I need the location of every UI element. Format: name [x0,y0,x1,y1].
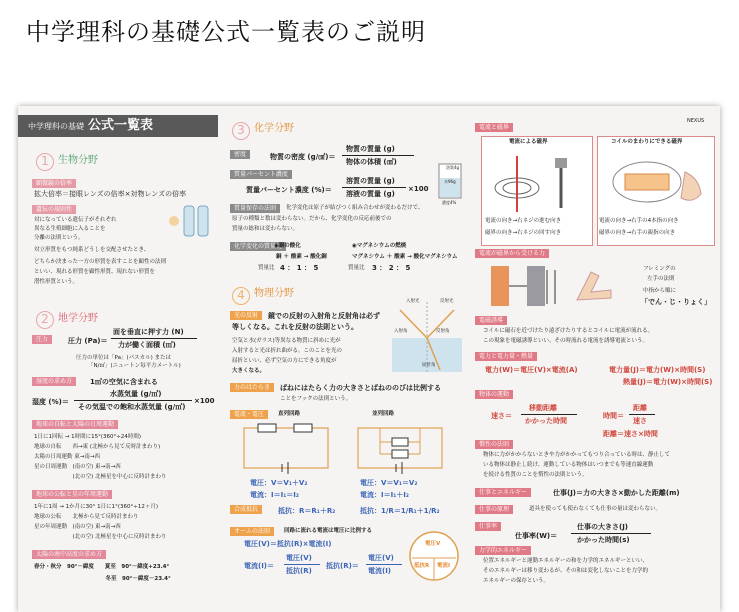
ohm-formula-3-label: 抵抗(R)＝ [326,562,359,570]
humidity-denominator: その気温での飽和水蒸気量 (g/㎥) [78,403,186,411]
tag-power: 電力と電力量・熱量 [475,352,537,361]
ohm-circle-current: 電流I [437,563,451,569]
genetics-line-2: 異なる生殖細胞に入ることを [34,226,106,232]
section-title-chem: 化学分野 [254,123,294,134]
mass-line-1: 化学変化は原子が結びつく組み合わせが変わるだけで、 [286,205,424,211]
tag-density: 密度 [230,150,250,159]
magnesium-ratio: 3 ： 2 ： 5 [372,264,411,272]
tag-sun-altitude: 太陽の南中高度の求め方 [32,550,106,559]
tag-power-rate: 仕事率 [475,522,501,531]
humidity-multiplier: ×100 [194,397,215,405]
reflection-line-6: 大きくなる。 [232,368,266,374]
inertia-line-1: 物体に力がかからないときや力がかかってもつり合っている時は、静止して [483,452,671,458]
tag-mass-ratio: 化学変化の質量比 [230,242,286,251]
conc-denominator: 溶液の質量 (g) [346,190,395,198]
ohm-formula-1: 電圧(V)＝抵抗(R)×電流(I) [244,540,332,548]
beaker-solute: 溶質4g [446,165,460,170]
column-right [473,106,720,612]
tag-microscope: 顕微鏡の倍率 [32,179,76,188]
section-number-bio: 1 [36,153,54,171]
pressure-note-1: 圧力の単位は「Pa」(パスカル) または [76,355,171,361]
tag-mass-conservation: 質量保存の法則 [230,204,280,213]
reflection-line-1: 鏡での反射の入射角と反射角は必ず [268,312,380,320]
induction-line-1: コイルに磁石を近づけたり遠ざけたりするとコイルに電流が流れる。 [483,328,654,334]
genetics-line-1: 対になっている遺伝子がそれぞれ [34,217,117,223]
parallel-voltage: 電圧：V＝V₁＝V₂ [360,479,418,487]
time-denominator: 速さ [633,417,647,425]
mechanical-line-2: そのエネルギーは移り変わるが、その和は変化しないことを力学的 [483,568,649,574]
mass-line-3: 質量の総和は変わらない。 [232,226,299,232]
tag-rotation: 地球の自転と太陽の日周運動 [32,420,118,429]
humidity-numerator: 水蒸気量 (g/㎥) [110,390,162,398]
genetics-line-5: どちらか決まった一方の形質を表すことを顕性の法則 [34,259,167,265]
reflection-line-4: 入射すると光は折れ曲がる。このことを光の [232,348,343,354]
caption-screw-1: 電流の向き→右ネジの進む向き [485,218,562,224]
inertia-line-2: いる物体は静止し続け、運動している物体はいつまでも等速直線運動 [483,462,654,468]
section-number-phys: 4 [232,287,250,305]
parallel-label: 並列回路 [372,411,395,417]
caption-screw-2: 磁界の向き→右ネジの回す向き [485,230,562,236]
speed-denominator: かかった時間 [525,417,567,425]
ohm-formula-3-numerator: 電圧(V) [368,554,394,562]
mechanical-line-1: 位置エネルギーと運動エネルギーの和を力学的エネルギーといい、 [483,558,649,564]
caption-coil-2: 磁界の向き→右手の親指の向き [599,230,676,236]
fleming-1: フレミングの [643,266,676,272]
diagram-incident: 入射光 [406,299,420,304]
revolution-line-3: 星の年周運動 (南の空) 東→南→西 [34,524,121,530]
series-resistance: 抵抗：R＝R₁＋R₂ [278,507,336,515]
screw-field-icon [491,152,585,214]
series-voltage: 電圧：V＝V₁＋V₂ [250,479,308,487]
brand-logo: NEXUS [687,118,705,124]
fleming-3: 中指から順に [643,288,677,294]
rate-label: 仕事率(W)＝ [515,532,558,540]
tag-magnetic-force: 電流が磁界から受ける力 [475,249,549,258]
magnesium-equation: マグネシウム ＋ 酸素 → 酸化マグネシウム [352,254,458,260]
parallel-current: 電流：I＝I₁＋I₂ [360,491,409,499]
pressure-numerator: 面を垂直に押す力 (N) [113,328,184,336]
pressure-note-2: 「N/㎡」(ニュートン毎平方メートル) [88,363,181,369]
caption-coil-1: 電流の向き→右手の4本指の向き [599,218,679,224]
revolution-line-2: 地球の公転 北極から見て反時計まわり [34,514,139,520]
reflection-line-5: 屈折といい、必ず空気の方にできる角度が [232,358,337,364]
copper-ratio: 4 ： 1 ： 5 [280,264,319,272]
magnesium-title: ◉マグネシウムの燃焼 [352,243,407,249]
pressure-denominator: 力が働く面積 (㎡) [118,341,176,349]
humidity-head: 1㎥の空気に含まれる [90,378,158,386]
fleming-2: 左手の法則 [647,276,675,282]
tag-humidity: 湿度の求め方 [32,377,76,386]
speed-numerator: 移動距離 [529,404,557,412]
tag-force: 力のはたらき [230,383,274,392]
reflection-line-2: 等しくなる。これを反射の法則という。 [232,323,358,331]
ohm-circle-icon [408,530,460,582]
diagram-incident-angle: 入射角 [394,329,408,334]
column-middle [222,106,468,612]
copper-equation: 銅 ＋ 酸素 → 酸化銅 [276,254,327,260]
beaker-water: 水96g [444,179,456,184]
tag-mechanical-energy: 力学的エネルギー [475,546,531,555]
box-coil-field: コイルのまわりにできる磁界 [611,139,683,145]
rotation-line-1: 1日に1回転 → 1時間に15°(360°÷24時間) [34,434,141,440]
work-principle-text: 道具を使っても使わなくても仕事の量は変わらない。 [529,506,662,512]
hooke-line-1: ばねにはたらく力の大きさとばねののびは比例する [280,384,441,392]
revolution-line-1: 1年に1周 → 1か月に30° 1日に1°(360°÷12ヶ月) [34,504,158,510]
tag-work: 仕事とエネルギー [475,488,531,497]
ohm-formula-2-label: 電流(I)＝ [244,562,275,570]
rate-denominator: かかった時間(s) [577,536,630,544]
revolution-line-4: (北の空) 北極星を中心に反時計まわり [34,534,167,540]
tag-inertia: 慣性の法則 [475,440,513,449]
microscope-formula: 拡大倍率＝接眼レンズの倍率×対物レンズの倍率 [34,190,187,198]
genetics-line-7: 潜性形質という。 [34,279,79,285]
tag-work-principle: 仕事の原理 [475,505,513,514]
header-big: 公式一覧表 [88,118,154,133]
box-current-field: 電流による磁界 [509,139,548,145]
section-title-phys: 物理分野 [254,288,294,299]
ohm-circle-resistance: 抵抗R [414,563,430,569]
conc-multiplier: ×100 [408,185,429,193]
genetics-line-6: といい、現れる形質を顕性形質、現れない形質を [34,269,156,275]
tag-pressure: 圧力 [32,335,52,344]
tag-current-voltage: 電流・電圧 [230,410,268,419]
hooke-line-2: ことをフックの法則という。 [280,396,352,402]
copper-ratio-label: 質量比 [258,265,275,271]
genetics-line-4: 対立形質をもつ純系どうしを交配させたとき、 [34,247,150,253]
sheet-header [18,115,218,137]
density-denominator: 物体の体積 (㎤) [346,158,397,166]
diagram-reflection-angle: 反射角 [436,329,450,334]
fleming-4: 「でん・じ・りょく」 [641,298,711,306]
genetics-diagram-icon [168,204,212,240]
series-circuit-icon [236,422,336,476]
ohm-formula-2-denominator: 抵抗(R) [286,567,312,575]
ohm-formula-2-numerator: 電圧(V) [286,554,312,562]
rotation-line-2: 地球の自転 西→東 (北極から見て反時計まわり) [34,444,161,450]
pressure-label: 圧力 (Pa)＝ [68,337,108,345]
tag-combined-resistance: 合成抵抗 [230,505,262,514]
column-left [18,106,218,612]
mass-line-2: 原子の種類と数は変わらない。だから、化学変化の反応前後での [232,216,392,222]
tag-concentration: 質量パーセント濃度 [230,170,292,179]
ohm-description: 回路に流れる電流は電圧に比例する [284,528,373,534]
rotation-line-4: 星の日周運動 (南の空) 東→南→西 [34,464,121,470]
section-title-bio: 生物分野 [58,155,98,166]
parallel-resistance: 抵抗：1/R＝1/R₁＋1/R₂ [360,507,440,515]
tag-current-magnetic: 電流と磁界 [475,123,513,132]
conc-label: 質量パーセント濃度 (%)＝ [246,186,332,194]
heat-formula: 熱量(J)＝電力(W)×時間(S) [623,378,713,386]
energy-formula: 電力量(J)＝電力(W)×時間(S) [609,366,706,374]
tag-genetics: 遺伝の規則性 [32,205,76,214]
density-numerator: 物質の質量 (g) [346,145,395,153]
speed-label: 速さ＝ [491,412,512,420]
rotation-line-5: (北の空) 北極星を中心に反時計まわり [34,474,167,480]
density-label: 物質の密度 (g/㎤)＝ [270,153,336,161]
tag-ohm: オームの法則 [230,527,274,536]
section-number-earth: 2 [36,311,54,329]
induction-line-2: この現象を電磁誘導といい、その時流れる電流を誘導電流という。 [483,338,649,344]
section-number-chem: 3 [232,122,250,140]
beaker-conc: 濃度4% [442,200,457,205]
ohm-circle-voltage: 電圧V [425,541,441,547]
ohm-formula-3-denominator: 電流(I) [368,567,392,575]
section-title-earth: 地学分野 [58,313,98,324]
genetics-line-3: 分離の法則という。 [34,235,84,241]
series-label: 直列回路 [278,411,301,417]
reflection-line-3: 空気と水(ガラス)等異なる物質に斜めに光が [232,338,341,344]
mechanical-line-3: エネルギーの保存という。 [483,578,550,584]
sun-line-1: 春分・秋分 90°－緯度 夏至 90°－緯度+23.4° [34,564,170,570]
conc-numerator: 溶質の質量 (g) [346,177,395,185]
time-label: 時間＝ [603,412,624,420]
humidity-label: 湿度 (%)＝ [32,398,69,406]
tag-reflection: 光の反射 [230,311,262,320]
time-numerator: 距離 [633,404,647,412]
tag-revolution: 地球の公転と星の年周運動 [32,490,112,499]
rate-numerator: 仕事の大きさ(J) [577,523,629,531]
diagram-reflected: 反射光 [440,299,454,304]
coil-field-icon [605,152,709,214]
power-formula: 電力(W)＝電圧(V)×電流(A) [485,366,578,374]
formula-sheet [18,106,720,612]
tag-motion: 物体の運動 [475,390,513,399]
magnesium-ratio-label: 質量比 [348,265,365,271]
page-title: 中学理科の基礎公式一覧表のご説明 [26,18,426,46]
copper-title: ◉銅の酸化 [274,243,301,249]
series-current: 電流：I＝I₁＝I₂ [250,491,299,499]
tag-induction: 電磁誘導 [475,316,507,325]
work-formula: 仕事(J)＝力の大きさ×動かした距離(m) [553,489,680,497]
sun-line-2: 冬至 90°－緯度－23.4° [34,576,171,582]
diagram-refraction-angle: 屈折角 [422,363,436,368]
magnet-force-icon [487,260,617,312]
parallel-circuit-icon [350,422,450,476]
distance-formula: 距離＝速さ×時間 [603,430,658,438]
header-small: 中学理科の基礎 [28,122,84,131]
rotation-line-3: 太陽の日周運動 東→南→西 [34,454,100,460]
inertia-line-3: を続ける性質のことを慣性の法則という。 [483,472,588,478]
